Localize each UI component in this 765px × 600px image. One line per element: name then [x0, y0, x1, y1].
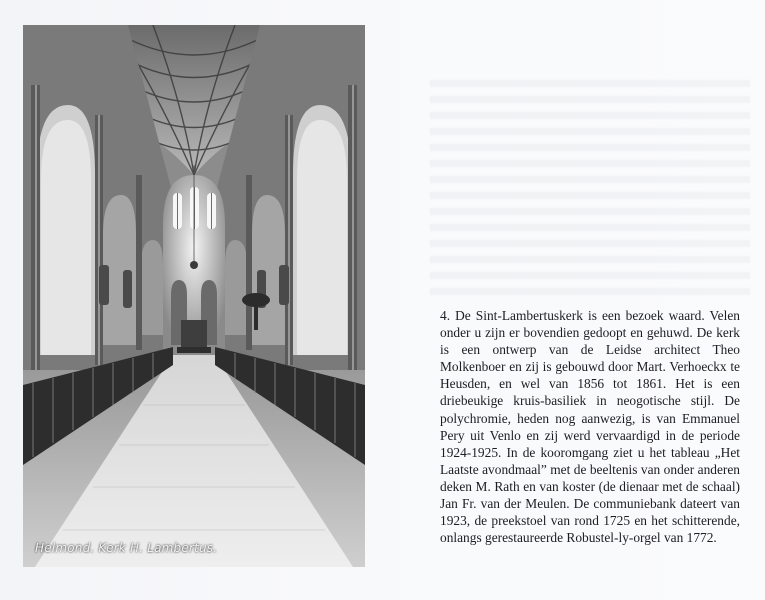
photo-caption: Helmond. Kerk H. Lambertus. — [35, 541, 218, 555]
article-text-block — [440, 307, 740, 546]
article-paragraph: 4. De Sint-Lambertuskerk is een bezoek waard. Velen onder u zijn er bovendien gedoopt en gehuwd. De kerk is een ontwerp van de Leidse architect Theo Molkenboer en zij is gebouwd door Mart. Verhoeckx te Heusden, en wel van 1856 tot 1861. Het is een driebeukige kruis-basiliek in neogotische stijl. De polychromie, heden nog aanwezig, is van Emmanuel Pery uit Venlo en zij werd vervaardigd in de periode 1924-1925. In de kooromgang ziet u het tableau „Het Laatste avondmaal” met de beeltenis van onder anderen deken M. Rath en van koster (de dienaar met de schaal) Jan Fr. van der Meulen. De communiebank dateert van 1923, de preekstoel van rond 1725 en het schitterende, onlangs gerestaureerde Robustel-ly-orgel van 1772. — [440, 308, 740, 546]
bleed-through-text — [430, 80, 750, 300]
church-interior-photo — [23, 25, 365, 567]
church-interior-illustration — [23, 25, 365, 567]
